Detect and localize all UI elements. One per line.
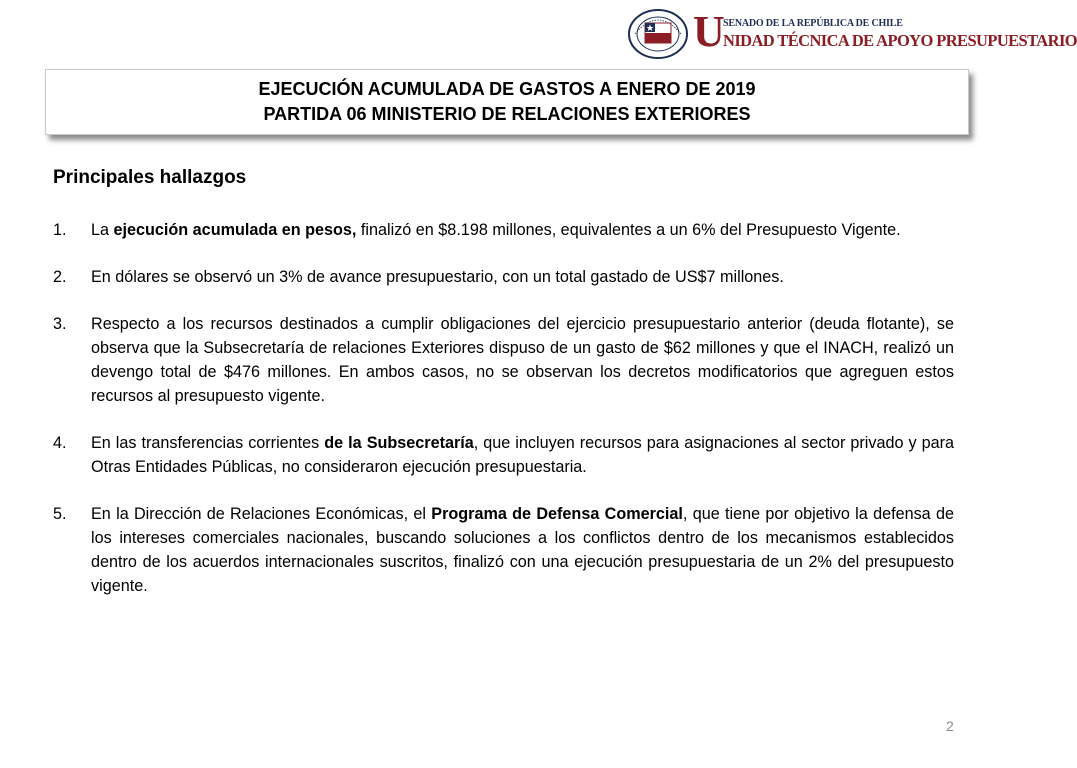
- finding-number: 4.: [53, 434, 67, 452]
- finding-text: En la Dirección de Relaciones Económicas, el: [91, 505, 432, 523]
- logo-top-text: SENADO DE LA REPÚBLICA DE CHILE: [723, 18, 903, 29]
- finding-item: [53, 312, 954, 408]
- finding-text: En las transferencias corrientes: [91, 434, 325, 452]
- finding-text: , que incluyen recursos para asignaciones al sector privado y para Otras Entidades Públicas, no consideraron ejecución presupuestaria.: [91, 434, 954, 476]
- finding-text: Respecto a los recursos destinados a cumplir obligaciones del ejercicio presupuestario anterior (deuda flotante), se observa que la Subsecretaría de relaciones Exteriores dispuso de un gasto de $62 millones y que el INACH, realizó un devengo total de $476 millones. En ambos casos, no se observan los decretos modificatorios que agreguen estos recursos al presupuesto vigente.: [91, 315, 954, 405]
- page-number: 2: [946, 718, 954, 734]
- title-line-2: PARTIDA 06 MINISTERIO DE RELACIONES EXTERIORES: [263, 104, 751, 124]
- findings-list: [53, 218, 954, 621]
- logo-bottom-text: NIDAD TÉCNICA DE APOYO PRESUPUESTARIO: [723, 31, 1077, 50]
- finding-item: [53, 431, 954, 479]
- finding-item: [53, 265, 954, 289]
- finding-emphasis: de la Subsecretaría: [324, 434, 474, 452]
- logo-letter: U: [693, 7, 725, 56]
- title-line-1: EJECUCIÓN ACUMULADA DE GASTOS A ENERO DE 2019: [258, 79, 756, 99]
- senate-seal-icon: [627, 8, 689, 60]
- finding-item: [53, 502, 954, 598]
- finding-text: En dólares se observó un 3% de avance presupuestario, con un total gastado de US$7 millones.: [91, 268, 784, 286]
- finding-number: 5.: [53, 505, 67, 523]
- finding-emphasis: ejecución acumulada en pesos,: [113, 221, 357, 239]
- finding-number: 1.: [53, 221, 67, 239]
- finding-text: finalizó en $8.198 millones, equivalentes a un 6% del Presupuesto Vigente.: [356, 221, 901, 239]
- finding-emphasis: Programa de Defensa Comercial: [431, 505, 683, 523]
- finding-item: [53, 218, 954, 242]
- finding-text: La: [91, 221, 114, 239]
- finding-number: 3.: [53, 315, 67, 333]
- finding-number: 2.: [53, 268, 67, 286]
- title-box: [45, 69, 969, 135]
- finding-text: , que tiene por objetivo la defensa de los intereses comerciales nacionales, buscando soluciones a los conflictos dentro de los mecanismos establecidos dentro de los acuerdos internacionales suscritos, finalizó con una ejecución presupuestaria de un 2% del presupuesto vigente.: [91, 505, 954, 595]
- section-heading: Principales hallazgos: [53, 167, 247, 188]
